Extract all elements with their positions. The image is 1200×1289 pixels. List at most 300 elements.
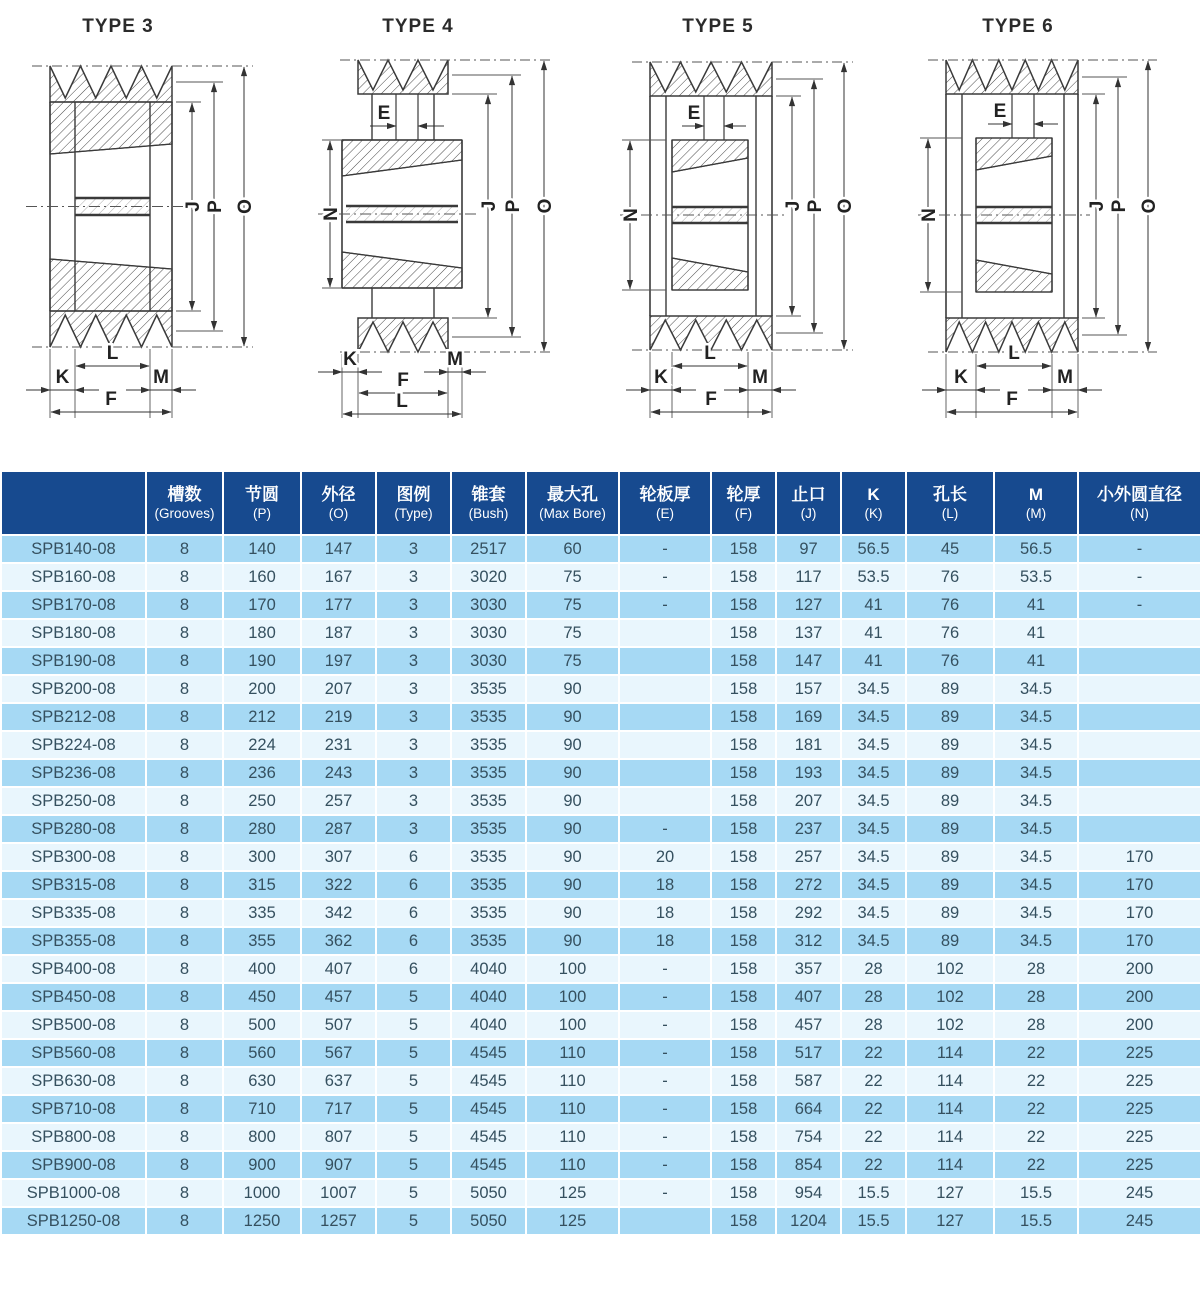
table-cell: 3535 — [451, 815, 526, 843]
table-cell: 158 — [711, 1011, 776, 1039]
table-cell: 28 — [994, 1011, 1078, 1039]
table-cell: 8 — [146, 759, 223, 787]
table-cell: 400 — [223, 955, 301, 983]
svg-text:K: K — [55, 367, 70, 388]
table-cell: 170 — [1078, 871, 1200, 899]
table-cell: 3 — [376, 787, 451, 815]
table-cell: 102 — [906, 1011, 994, 1039]
svg-text:P: P — [1109, 199, 1130, 213]
table-cell: 335 — [223, 899, 301, 927]
pulley-drawing-type6 — [900, 0, 1200, 470]
table-cell — [1078, 619, 1200, 647]
table-cell: 90 — [526, 927, 619, 955]
model-cell: SPB450-08 — [1, 983, 146, 1011]
table-cell: 147 — [301, 535, 376, 563]
table-cell: 34.5 — [994, 843, 1078, 871]
table-cell: - — [619, 1179, 711, 1207]
table-row — [1, 983, 1200, 1011]
table-cell: 114 — [906, 1067, 994, 1095]
table-cell: 110 — [526, 1151, 619, 1179]
table-cell: 5 — [376, 1151, 451, 1179]
model-cell: SPB1000-08 — [1, 1179, 146, 1207]
table-cell: 407 — [776, 983, 841, 1011]
table-cell: 243 — [301, 759, 376, 787]
svg-text:F: F — [1006, 389, 1018, 410]
table-cell: 22 — [841, 1039, 906, 1067]
table-cell: 8 — [146, 1179, 223, 1207]
table-cell: 5 — [376, 1179, 451, 1207]
table-cell: 219 — [301, 703, 376, 731]
table-cell: 28 — [994, 983, 1078, 1011]
model-cell: SPB335-08 — [1, 899, 146, 927]
table-cell: 630 — [223, 1067, 301, 1095]
table-cell: 75 — [526, 619, 619, 647]
table-cell: 225 — [1078, 1123, 1200, 1151]
table-cell: 158 — [711, 1067, 776, 1095]
table-cell: 3020 — [451, 563, 526, 591]
model-cell: SPB190-08 — [1, 647, 146, 675]
table-cell: 307 — [301, 843, 376, 871]
table-cell: 34.5 — [841, 787, 906, 815]
table-cell: 8 — [146, 1039, 223, 1067]
table-cell: 8 — [146, 563, 223, 591]
table-row — [1, 535, 1200, 563]
model-cell: SPB300-08 — [1, 843, 146, 871]
table-cell: 8 — [146, 815, 223, 843]
model-cell: SPB160-08 — [1, 563, 146, 591]
table-cell: 76 — [906, 563, 994, 591]
table-cell: 114 — [906, 1151, 994, 1179]
table-cell: 158 — [711, 1179, 776, 1207]
column-header-9: 止口 (J) — [776, 471, 841, 535]
table-cell: 125 — [526, 1207, 619, 1235]
table-cell: 28 — [841, 1011, 906, 1039]
table-row — [1, 815, 1200, 843]
table-cell: 22 — [994, 1095, 1078, 1123]
table-cell: 272 — [776, 871, 841, 899]
table-cell: 158 — [711, 591, 776, 619]
table-cell: 4040 — [451, 955, 526, 983]
table-cell: 102 — [906, 983, 994, 1011]
table-cell — [619, 1207, 711, 1235]
table-cell: 6 — [376, 955, 451, 983]
table-cell: 89 — [906, 815, 994, 843]
table-cell — [1078, 815, 1200, 843]
svg-text:L: L — [396, 391, 408, 412]
table-cell: 200 — [1078, 983, 1200, 1011]
table-cell — [619, 759, 711, 787]
table-cell: 34.5 — [841, 871, 906, 899]
table-cell: 342 — [301, 899, 376, 927]
table-cell: 158 — [711, 927, 776, 955]
table-cell: 158 — [711, 1123, 776, 1151]
table-cell: 4545 — [451, 1123, 526, 1151]
table-cell: 76 — [906, 591, 994, 619]
table-row — [1, 955, 1200, 983]
model-cell: SPB280-08 — [1, 815, 146, 843]
table-cell: 90 — [526, 843, 619, 871]
table-cell: 8 — [146, 1207, 223, 1235]
table-cell: 102 — [906, 955, 994, 983]
table-cell: 158 — [711, 675, 776, 703]
table-cell: 8 — [146, 787, 223, 815]
table-cell: 3 — [376, 563, 451, 591]
table-cell: 97 — [776, 535, 841, 563]
svg-text:L: L — [704, 343, 716, 364]
table-cell: 257 — [776, 843, 841, 871]
table-cell: 4545 — [451, 1095, 526, 1123]
table-cell: 114 — [906, 1039, 994, 1067]
table-cell — [619, 619, 711, 647]
table-cell: 567 — [301, 1039, 376, 1067]
model-cell: SPB140-08 — [1, 535, 146, 563]
table-cell: 158 — [711, 899, 776, 927]
column-header-12: M (M) — [994, 471, 1078, 535]
table-cell: 8 — [146, 1067, 223, 1095]
table-cell: 3 — [376, 675, 451, 703]
table-cell: 3535 — [451, 731, 526, 759]
table-cell: 90 — [526, 759, 619, 787]
table-cell: 41 — [994, 591, 1078, 619]
table-cell: 158 — [711, 787, 776, 815]
table-cell: 53.5 — [994, 563, 1078, 591]
column-header-8: 轮厚 (F) — [711, 471, 776, 535]
table-cell: 34.5 — [841, 703, 906, 731]
table-row — [1, 1067, 1200, 1095]
column-header-2: 节圆 (P) — [223, 471, 301, 535]
table-cell: 587 — [776, 1067, 841, 1095]
table-cell: 158 — [711, 815, 776, 843]
table-cell: 3 — [376, 703, 451, 731]
table-cell: 8 — [146, 955, 223, 983]
table-cell: 3030 — [451, 591, 526, 619]
table-cell: 90 — [526, 675, 619, 703]
table-cell: 224 — [223, 731, 301, 759]
table-cell: 4545 — [451, 1039, 526, 1067]
table-cell: - — [619, 535, 711, 563]
table-cell — [619, 731, 711, 759]
column-header-11: 孔长 (L) — [906, 471, 994, 535]
table-cell: 954 — [776, 1179, 841, 1207]
model-cell: SPB315-08 — [1, 871, 146, 899]
svg-text:N: N — [321, 207, 342, 221]
table-cell: 8 — [146, 703, 223, 731]
model-cell: SPB710-08 — [1, 1095, 146, 1123]
table-cell — [619, 647, 711, 675]
table-cell: 237 — [776, 815, 841, 843]
table-cell: 5050 — [451, 1179, 526, 1207]
table-cell: 158 — [711, 647, 776, 675]
table-cell: 4545 — [451, 1151, 526, 1179]
table-row — [1, 787, 1200, 815]
table-cell: 6 — [376, 899, 451, 927]
table-cell: 200 — [223, 675, 301, 703]
table-cell: 89 — [906, 787, 994, 815]
table-cell: 231 — [301, 731, 376, 759]
table-cell: 355 — [223, 927, 301, 955]
pulley-drawing-type4 — [300, 0, 600, 470]
table-row — [1, 591, 1200, 619]
table-cell: 312 — [776, 927, 841, 955]
table-cell: - — [619, 1151, 711, 1179]
table-cell: 197 — [301, 647, 376, 675]
table-cell: 3 — [376, 591, 451, 619]
table-row — [1, 563, 1200, 591]
table-row — [1, 1123, 1200, 1151]
table-cell: 34.5 — [994, 815, 1078, 843]
table-cell: 500 — [223, 1011, 301, 1039]
table-cell: 41 — [994, 647, 1078, 675]
table-cell: 807 — [301, 1123, 376, 1151]
pulley-diagram-type5 — [600, 0, 900, 470]
table-cell: 100 — [526, 983, 619, 1011]
table-cell: 8 — [146, 871, 223, 899]
svg-text:O: O — [1139, 198, 1160, 214]
table-cell: 3535 — [451, 703, 526, 731]
svg-text:M: M — [1057, 367, 1073, 388]
table-cell — [619, 675, 711, 703]
table-cell: 4545 — [451, 1067, 526, 1095]
table-cell: 34.5 — [994, 731, 1078, 759]
table-cell: 8 — [146, 535, 223, 563]
table-cell: 450 — [223, 983, 301, 1011]
model-cell: SPB180-08 — [1, 619, 146, 647]
table-cell: - — [1078, 535, 1200, 563]
table-cell: 5 — [376, 1067, 451, 1095]
table-cell: 3535 — [451, 759, 526, 787]
table-cell: 18 — [619, 871, 711, 899]
table-cell: 22 — [841, 1095, 906, 1123]
table-cell — [619, 787, 711, 815]
column-header-7: 轮板厚 (E) — [619, 471, 711, 535]
table-cell: 20 — [619, 843, 711, 871]
table-cell: 41 — [841, 619, 906, 647]
table-cell: 245 — [1078, 1179, 1200, 1207]
table-cell: 158 — [711, 563, 776, 591]
table-cell: 89 — [906, 927, 994, 955]
table-cell: 158 — [711, 619, 776, 647]
table-row — [1, 843, 1200, 871]
table-cell: 169 — [776, 703, 841, 731]
table-cell: 245 — [1078, 1207, 1200, 1235]
table-cell: 117 — [776, 563, 841, 591]
svg-text:M: M — [752, 367, 768, 388]
table-row — [1, 1039, 1200, 1067]
table-cell: 280 — [223, 815, 301, 843]
table-row — [1, 619, 1200, 647]
table-cell: - — [619, 1123, 711, 1151]
table-cell: 114 — [906, 1095, 994, 1123]
model-cell: SPB800-08 — [1, 1123, 146, 1151]
table-cell: 3030 — [451, 619, 526, 647]
table-cell — [1078, 647, 1200, 675]
svg-text:K: K — [954, 367, 968, 388]
table-cell: 167 — [301, 563, 376, 591]
svg-text:J: J — [183, 201, 204, 212]
table-cell: 560 — [223, 1039, 301, 1067]
table-cell: 225 — [1078, 1067, 1200, 1095]
table-cell: 28 — [841, 955, 906, 983]
table-cell: 56.5 — [994, 535, 1078, 563]
table-cell: 125 — [526, 1179, 619, 1207]
table-cell: 5 — [376, 983, 451, 1011]
svg-text:L: L — [1008, 343, 1020, 364]
table-cell: 34.5 — [994, 871, 1078, 899]
table-cell: 3 — [376, 647, 451, 675]
svg-text:K: K — [654, 367, 668, 388]
column-header-0 — [1, 471, 146, 535]
table-cell: 200 — [1078, 1011, 1200, 1039]
table-cell: 100 — [526, 1011, 619, 1039]
table-cell: 158 — [711, 535, 776, 563]
table-cell: 8 — [146, 1011, 223, 1039]
table-row — [1, 1151, 1200, 1179]
table-cell: 4040 — [451, 983, 526, 1011]
model-cell: SPB224-08 — [1, 731, 146, 759]
table-cell: 15.5 — [994, 1207, 1078, 1235]
table-cell: 45 — [906, 535, 994, 563]
table-cell: 89 — [906, 703, 994, 731]
table-cell: 137 — [776, 619, 841, 647]
table-cell: 5 — [376, 1011, 451, 1039]
table-cell: 3535 — [451, 927, 526, 955]
svg-text:P: P — [503, 199, 524, 213]
table-cell: 158 — [711, 1095, 776, 1123]
table-row — [1, 731, 1200, 759]
table-cell: 158 — [711, 759, 776, 787]
table-cell: 56.5 — [841, 535, 906, 563]
table-cell: 754 — [776, 1123, 841, 1151]
table-cell: 15.5 — [841, 1179, 906, 1207]
table-cell: 158 — [711, 983, 776, 1011]
table-cell — [1078, 731, 1200, 759]
table-cell: 90 — [526, 703, 619, 731]
table-cell: 6 — [376, 871, 451, 899]
svg-text:M: M — [447, 349, 463, 370]
table-cell: 100 — [526, 955, 619, 983]
table-cell: 8 — [146, 1151, 223, 1179]
table-cell: 75 — [526, 563, 619, 591]
table-cell: 3535 — [451, 871, 526, 899]
table-cell: 90 — [526, 871, 619, 899]
table-cell: 8 — [146, 647, 223, 675]
table-cell: 157 — [776, 675, 841, 703]
column-header-5: 锥套 (Bush) — [451, 471, 526, 535]
spec-table — [0, 470, 1200, 1236]
table-cell: 8 — [146, 843, 223, 871]
table-cell: 322 — [301, 871, 376, 899]
svg-text:J: J — [479, 200, 500, 212]
table-cell: 90 — [526, 731, 619, 759]
table-cell: 407 — [301, 955, 376, 983]
table-cell: 147 — [776, 647, 841, 675]
table-cell: 292 — [776, 899, 841, 927]
table-cell: 170 — [1078, 843, 1200, 871]
table-cell: 89 — [906, 899, 994, 927]
pulley-diagram-type3 — [0, 0, 300, 470]
table-cell: 76 — [906, 619, 994, 647]
table-cell: 34.5 — [994, 787, 1078, 815]
svg-text:F: F — [397, 370, 409, 391]
table-row — [1, 1207, 1200, 1235]
table-cell: 180 — [223, 619, 301, 647]
table-cell: 800 — [223, 1123, 301, 1151]
diagram-title: TYPE 3 — [82, 16, 154, 37]
svg-text:O: O — [535, 198, 556, 214]
table-cell: 717 — [301, 1095, 376, 1123]
column-header-10: K (K) — [841, 471, 906, 535]
table-cell: 1000 — [223, 1179, 301, 1207]
table-cell: 41 — [841, 647, 906, 675]
table-cell: 170 — [1078, 899, 1200, 927]
table-cell: 900 — [223, 1151, 301, 1179]
table-cell: 357 — [776, 955, 841, 983]
table-cell: 110 — [526, 1039, 619, 1067]
table-cell: 236 — [223, 759, 301, 787]
table-row — [1, 1179, 1200, 1207]
table-cell: 5 — [376, 1207, 451, 1235]
table-cell: 34.5 — [841, 731, 906, 759]
table-cell: 225 — [1078, 1151, 1200, 1179]
table-cell — [619, 703, 711, 731]
table-row — [1, 703, 1200, 731]
table-cell: 158 — [711, 703, 776, 731]
column-header-6: 最大孔 (Max Bore) — [526, 471, 619, 535]
table-cell: - — [619, 1011, 711, 1039]
table-cell: 3 — [376, 815, 451, 843]
table-cell: 1257 — [301, 1207, 376, 1235]
table-row — [1, 927, 1200, 955]
table-cell: 15.5 — [994, 1179, 1078, 1207]
table-cell: 110 — [526, 1123, 619, 1151]
table-row — [1, 1095, 1200, 1123]
table-cell: 158 — [711, 1151, 776, 1179]
table-cell: 6 — [376, 927, 451, 955]
table-cell: 8 — [146, 591, 223, 619]
table-cell: 28 — [994, 955, 1078, 983]
table-cell: 315 — [223, 871, 301, 899]
table-cell: 22 — [841, 1151, 906, 1179]
table-cell: 8 — [146, 1095, 223, 1123]
table-cell: 225 — [1078, 1039, 1200, 1067]
table-cell: 34.5 — [994, 703, 1078, 731]
table-cell: 34.5 — [841, 927, 906, 955]
table-cell: 34.5 — [994, 759, 1078, 787]
table-cell: 170 — [223, 591, 301, 619]
pulley-diagrams-row — [0, 0, 1200, 470]
table-cell: 5 — [376, 1123, 451, 1151]
svg-text:O: O — [235, 199, 256, 214]
table-cell: 1250 — [223, 1207, 301, 1235]
table-cell: 257 — [301, 787, 376, 815]
table-row — [1, 899, 1200, 927]
table-cell: 89 — [906, 843, 994, 871]
table-cell: 3535 — [451, 843, 526, 871]
diagram-title: TYPE 6 — [982, 16, 1054, 37]
header-row — [1, 471, 1200, 535]
table-cell: 3 — [376, 731, 451, 759]
table-cell: 187 — [301, 619, 376, 647]
table-cell: 89 — [906, 759, 994, 787]
table-cell: 22 — [994, 1067, 1078, 1095]
table-cell: 8 — [146, 731, 223, 759]
table-cell: 90 — [526, 899, 619, 927]
table-cell: 193 — [776, 759, 841, 787]
table-cell: 34.5 — [841, 843, 906, 871]
svg-text:F: F — [105, 389, 117, 410]
table-cell: 8 — [146, 675, 223, 703]
pulley-drawing-type3 — [0, 0, 300, 470]
